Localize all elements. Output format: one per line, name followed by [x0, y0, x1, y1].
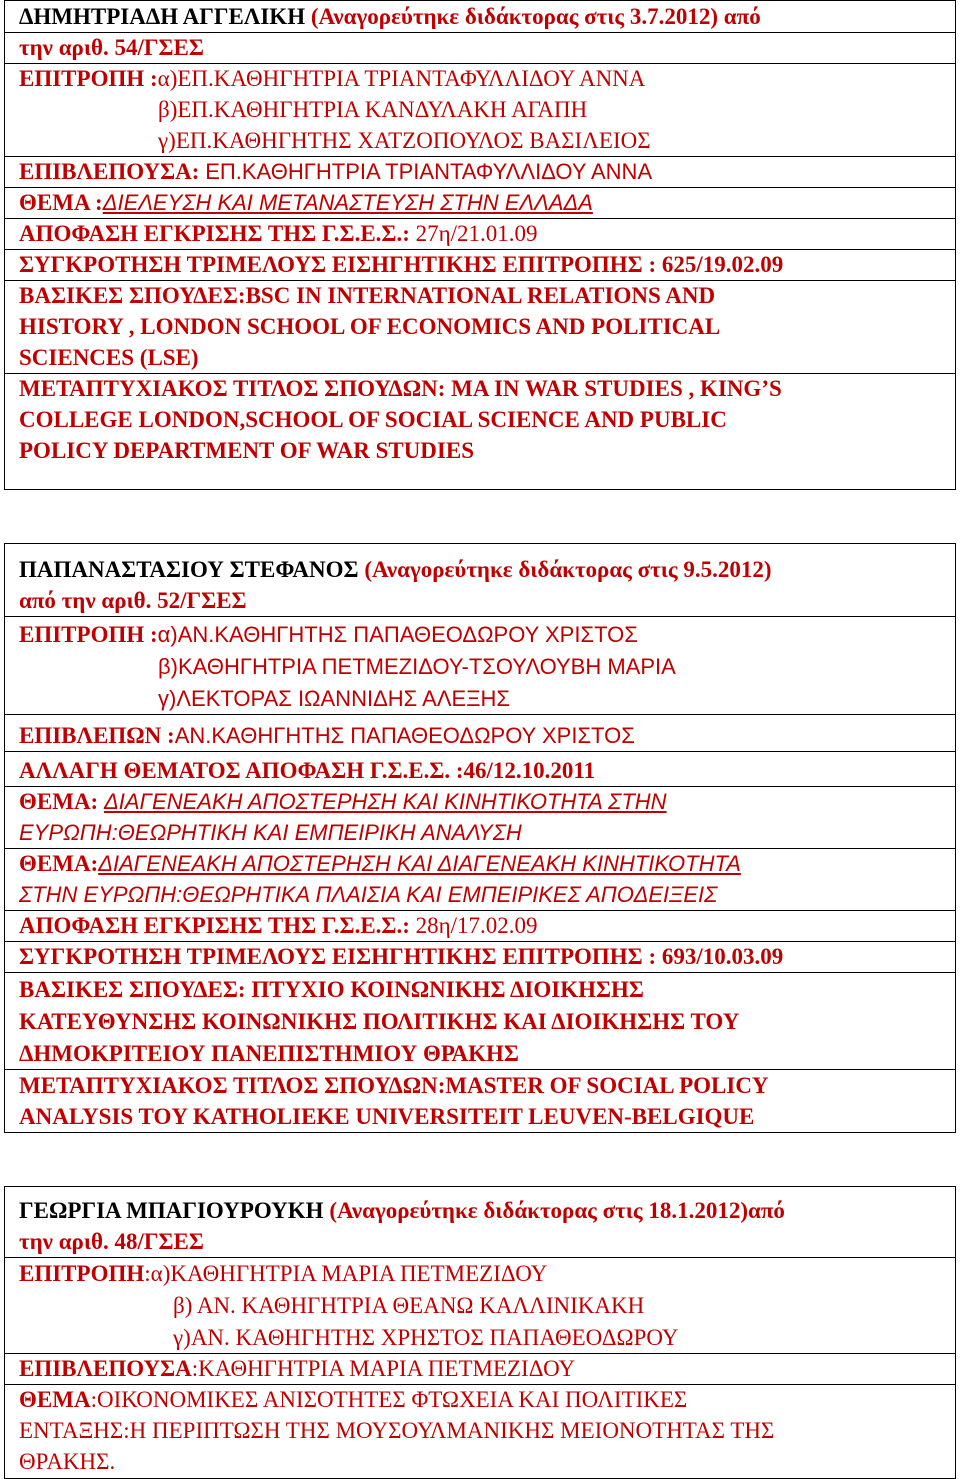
- committee-member: γ)ΛΕΚΤΟΡΑΣ ΙΩΑΝΝΙΔΗΣ ΑΛΕΞΗΣ: [158, 686, 510, 711]
- basic-studies: ΒΑΣΙΚΕΣ ΣΠΟΥΔΕΣ:BSC IN INTERNATIONAL RELATIONS AND: [19, 283, 716, 308]
- theme-label: ΘΕΜΑ:: [19, 851, 99, 876]
- committee-label: ΕΠΙΤΡΟΠΗ :: [19, 66, 158, 91]
- committee-member: α)ΑΝ.ΚΑΘΗΓΗΤΗΣ ΠΑΠΑΘΕΟΔΩΡΟΥ ΧΡΙΣΤΟΣ: [157, 622, 638, 647]
- proclamation-ref: από την αριθ. 52/ΓΣΕΣ: [19, 588, 247, 613]
- committee-label: ΕΠΙΤΡΟΠΗ: [19, 1261, 145, 1286]
- approval-decision: 27η/21.01.09: [415, 221, 538, 246]
- candidate-name: ΔΗΜΗΤΡΙΑΔΗ ΑΓΓΕΛΙΚΗ: [19, 4, 306, 29]
- postgraduate-title: ΜΕΤΑΠΤΥΧΙΑΚΟΣ ΤΙΤΛΟΣ ΣΠΟΥΔΩΝ:MASTER OF SOCIAL POLICY: [19, 1073, 769, 1098]
- approval-label: ΑΠΟΦΑΣΗ ΕΓΚΡΙΣΗΣ ΤΗΣ Γ.Σ.Ε.Σ.:: [19, 221, 416, 246]
- candidate-name: ΠΑΠΑΝΑΣΤΑΣΙΟΥ ΣΤΕΦΑΝΟΣ: [19, 557, 359, 582]
- supervisor-name: :ΚΑΘΗΓΗΤΡΙΑ ΜΑΡΙΑ ΠΕΤΜΕΖΙΔΟΥ: [191, 1356, 576, 1381]
- thesis-theme: ΔΙΑΓΕΝΕΑΚΗ ΑΠΟΣΤΕΡΗΣΗ ΚΑΙ ΔΙΑΓΕΝΕΑΚΗ ΚΙΝΗΤΙΚΟΤΗΤΑ: [98, 851, 741, 876]
- committee-formation: ΣΥΓΚΡΟΤΗΣΗ ΤΡΙΜΕΛΟΥΣ ΕΙΣΗΓΗΤΙΚΗΣ ΕΠΙΤΡΟΠΗΣ : 693/10.03.09: [19, 944, 784, 969]
- supervisor-name: ΑΝ.ΚΑΘΗΓΗΤΗΣ ΠΑΠΑΘΕΟΔΩΡΟΥ ΧΡΙΣΤΟΣ: [174, 723, 635, 748]
- thesis-theme: ΔΙΕΛΕΥΣΗ ΚΑΙ ΜΕΤΑΝΑΣΤΕΥΣΗ ΣΤΗΝ ΕΛΛΑΔΑ: [102, 190, 593, 215]
- thesis-theme: :ΟΙΚΟΝΟΜΙΚΕΣ ΑΝΙΣΟΤΗΤΕΣ ΦΤΩΧΕΙΑ ΚΑΙ ΠΟΛΙΤΙΚΕΣ: [90, 1387, 688, 1412]
- thesis-theme: ΔΙΑΓΕΝΕΑΚΗ ΑΠΟΣΤΕΡΗΣΗ ΚΑΙ ΚΙΝΗΤΙΚΟΤΗΤΑ ΣΤΗΝ: [103, 789, 667, 814]
- proclamation-ref: την αριθ. 48/ΓΣΕΣ: [19, 1229, 204, 1254]
- basic-studies: HISTORY , LONDON SCHOOL OF ECONOMICS AND POLITICAL: [19, 314, 721, 339]
- approval-label: ΑΠΟΦΑΣΗ ΕΓΚΡΙΣΗΣ ΤΗΣ Γ.Σ.Ε.Σ.:: [19, 913, 416, 938]
- committee-member: :α)ΚΑΘΗΓΗΤΡΙΑ ΜΑΡΙΑ ΠΕΤΜΕΖΙΔΟΥ: [144, 1261, 548, 1286]
- entry-papanastasiou: [4, 543, 956, 1133]
- approval-decision: 28η/17.02.09: [415, 913, 538, 938]
- committee-formation: ΣΥΓΚΡΟΤΗΣΗ ΤΡΙΜΕΛΟΥΣ ΕΙΣΗΓΗΤΙΚΗΣ ΕΠΙΤΡΟΠΗΣ : 625/19.02.09: [19, 252, 784, 277]
- proclamation-ref: την αριθ. 54/ΓΣΕΣ: [19, 35, 204, 60]
- committee-member: γ)ΕΠ.ΚΑΘΗΓΗΤΗΣ ΧΑΤΖΟΠΟΥΛΟΣ ΒΑΣΙΛΕΙΟΣ: [158, 128, 651, 153]
- postgraduate-title: ΜΕΤΑΠΤΥΧΙΑΚΟΣ ΤΙΤΛΟΣ ΣΠΟΥΔΩΝ: MA IN WAR STUDIES , KING’S: [19, 376, 782, 401]
- theme-label: ΘΕΜΑ :: [19, 190, 103, 215]
- theme-change: ΑΛΛΑΓΗ ΘΕΜΑΤΟΣ ΑΠΟΦΑΣΗ Γ.Σ.Ε.Σ. :46/12.10.2011: [19, 758, 596, 783]
- candidate-name: ΓΕΩΡΓΙΑ ΜΠΑΓΙΟΥΡΟΥΚΗ: [19, 1198, 324, 1223]
- postgraduate-title: ANALYSIS TOY KATHOLIEKE UNIVERSITEIT LEUVEN-BELGIQUE: [19, 1104, 755, 1129]
- thesis-theme: ΘΡΑΚΗΣ.: [19, 1449, 116, 1474]
- committee-member: β)ΕΠ.ΚΑΘΗΓΗΤΡΙΑ ΚΑΝΔΥΛΑΚΗ ΑΓΑΠΗ: [158, 97, 588, 122]
- basic-studies: ΚΑΤΕΥΘΥΝΣΗΣ ΚΟΙΝΩΝΙΚΗΣ ΠΟΛΙΤΙΚΗΣ ΚΑΙ ΔΙΟΙΚΗΣΗΣ ΤΟΥ: [19, 1009, 740, 1034]
- proclamation-text: (Αναγορεύτηκε διδάκτορας στις 18.1.2012)από: [323, 1198, 785, 1223]
- supervisor-label: ΕΠΙΒΛΕΠΟΥΣΑ: [19, 1356, 192, 1381]
- postgraduate-title: COLLEGE LONDON,SCHOOL OF SOCIAL SCIENCE AND PUBLIC: [19, 407, 727, 432]
- proclamation-text: (Αναγορεύτηκε διδάκτορας στις 9.5.2012): [358, 557, 772, 582]
- thesis-theme: ΕΥΡΩΠΗ:ΘΕΩΡΗΤΙΚΗ ΚΑΙ ΕΜΠΕΙΡΙΚΗ ΑΝΑΛΥΣΗ: [19, 820, 522, 845]
- committee-member: β) ΑΝ. ΚΑΘΗΓΗΤΡΙΑ ΘΕΑΝΩ ΚΑΛΛΙΝΙΚΑΚΗ: [173, 1293, 645, 1318]
- basic-studies: SCIENCES (LSE): [19, 345, 199, 370]
- supervisor-label: ΕΠΙΒΛΕΠΟΥΣΑ:: [19, 159, 206, 184]
- committee-member: α)ΕΠ.ΚΑΘΗΓΗΤΡΙΑ ΤΡΙΑΝΤΑΦΥΛΛΙΔΟΥ ΑΝΝΑ: [157, 66, 646, 91]
- committee-member: γ)ΑΝ. ΚΑΘΗΓΗΤΗΣ ΧΡΗΣΤΟΣ ΠΑΠΑΘΕΟΔΩΡΟΥ: [173, 1325, 679, 1350]
- committee-label: ΕΠΙΤΡΟΠΗ :: [19, 622, 158, 647]
- postgraduate-title: POLICY DEPARTMENT OF WAR STUDIES: [19, 438, 475, 463]
- entry-header-line: [5, 1, 955, 33]
- theme-label: ΘΕΜΑ: [19, 1387, 91, 1412]
- theme-label: ΘΕΜΑ:: [19, 789, 104, 814]
- basic-studies: ΒΑΣΙΚΕΣ ΣΠΟΥΔΕΣ: ΠΤΥΧΙΟ ΚΟΙΝΩΝΙΚΗΣ ΔΙΟΙΚΗΣΗΣ: [19, 977, 644, 1002]
- entry-bagiouroukh: [4, 1186, 956, 1479]
- entry-dimitriadi: [4, 0, 956, 490]
- thesis-theme: ΕΝΤΑΞΗΣ:Η ΠΕΡΙΠΤΩΣΗ ΤΗΣ ΜΟΥΣΟΥΛΜΑΝΙΚΗΣ ΜΕΙΟΝΟΤΗΤΑΣ ΤΗΣ: [19, 1418, 775, 1443]
- basic-studies: ΔΗΜΟΚΡΙΤΕΙΟΥ ΠΑΝΕΠΙΣΤΗΜΙΟΥ ΘΡΑΚΗΣ: [19, 1041, 519, 1066]
- committee-member: β)ΚΑΘΗΓΗΤΡΙΑ ΠΕΤΜΕΖΙΔΟΥ-ΤΣΟΥΛΟΥΒΗ ΜΑΡΙΑ: [158, 654, 676, 679]
- supervisor-name: ΕΠ.ΚΑΘΗΓΗΤΡΙΑ ΤΡΙΑΝΤΑΦΥΛΛΙΔΟΥ ΑΝΝΑ: [205, 159, 653, 184]
- thesis-theme: ΣΤΗΝ ΕΥΡΩΠΗ:ΘΕΩΡΗΤΙΚΑ ΠΛΑΙΣΙΑ ΚΑΙ ΕΜΠΕΙΡΙΚΕΣ ΑΠΟΔΕΙΞΕΙΣ: [19, 882, 718, 907]
- supervisor-label: ΕΠΙΒΛΕΠΩΝ :: [19, 723, 175, 748]
- proclamation-text: (Αναγορεύτηκε διδάκτορας στις 3.7.2012) από: [305, 4, 761, 29]
